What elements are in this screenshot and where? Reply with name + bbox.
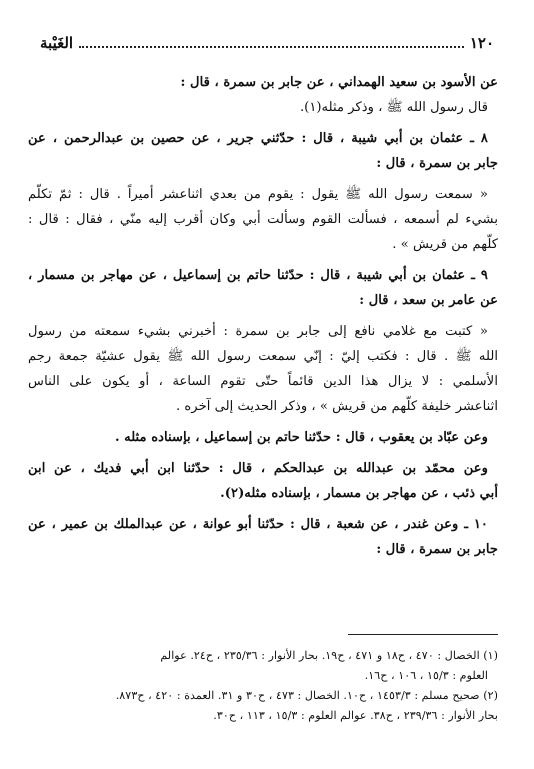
text-line: بشيء لم أسمعه ، فسألت القوم وسألت أبي وكان أقرب إليه منّي ، فقال : قال : bbox=[28, 212, 498, 227]
text-line: قال رسول الله ﷺ ، وذكر مثله(١). bbox=[299, 100, 488, 115]
text-line: الله ﷺ . قال : فكتب إليّ : إنّي سمعت رسول الله ﷺ يقول عشيّة جمعة رجم bbox=[28, 349, 498, 364]
running-header bbox=[40, 34, 494, 52]
text-line: وعن عبّاد بن يعقوب ، قال : حدّثنا حاتم بن إسماعيل ، بإسناده مثله . bbox=[114, 430, 488, 445]
footnote-line: بحار الأنوار : ٢٣٩/٣٦ ، ح٣٨. عوالم العلوم : ١٥/٣ ، ١١٣ ، ح٣٠. bbox=[213, 709, 498, 722]
footnote-line: (١) الخصال : ٤٧٠ ، ح١٨ و ٤٧١ ، ح١٩. بحار الأنوار : ٢٣٥/٣٦ ، ح٢٤. عوالم bbox=[160, 649, 498, 662]
text-line: « كتبت مع غلامي نافع إلى جابر بن سمرة : أخبرني بشيء سمعته من رسول bbox=[28, 324, 488, 339]
text-line: وعن محمّد بن عبدالله بن عبدالحكم ، قال : حدّثنا ابن أبي فديك ، عن ابن bbox=[28, 461, 488, 476]
header-dotted-leader bbox=[79, 46, 464, 48]
footnotes bbox=[22, 646, 498, 726]
text-line: أبي ذئب ، عن مهاجر بن مسمار ، بإسناده مثله(٢). bbox=[220, 486, 498, 501]
text-line: عن الأسود بن سعيد الهمداني ، عن جابر بن سمرة ، قال : bbox=[180, 75, 498, 90]
text-line: عن عامر بن سعد ، قال : bbox=[359, 293, 498, 308]
text-line: ٨ ـ عثمان بن أبي شيبة ، قال : حدّثني جرير ، عن حصين بن عبدالرحمن ، عن bbox=[28, 131, 488, 146]
text-line: ٩ ـ عثمان بن أبي شيبة ، قال : حدّثنا حاتم بن إسماعيل ، عن مهاجر بن مسمار ، bbox=[28, 268, 488, 283]
text-line: الأسلمي : لا يزال هذا الدين قائماً حتّى تقوم الساعة ، أو يكون على الناس bbox=[28, 374, 498, 389]
page-number: ١٢٠ bbox=[469, 34, 494, 52]
main-text bbox=[28, 70, 498, 562]
footnote-separator bbox=[348, 634, 498, 635]
text-line: جابر بن سمرة ، قال : bbox=[376, 542, 498, 557]
chapter-title: الغَيْبة bbox=[40, 34, 74, 52]
text-line: جابر بن سمرة ، قال : bbox=[376, 156, 498, 171]
footnote-line: العلوم : ١٥/٣ ، ١٠٦ ، ح١٦. bbox=[364, 669, 488, 682]
text-line: ١٠ ـ وعن غندر ، عن شعبة ، قال : حدّثنا أبو عوانة ، عن عبدالملك بن عمير ، عن bbox=[28, 517, 488, 532]
text-line: « سمعت رسول الله ﷺ يقول : يقوم من بعدي اثناعشر أميراً . قال : ثمّ تكلّم bbox=[28, 187, 488, 202]
footnote-line: (٢) صحيح مسلم : ١٤٥٣/٣ ، ح١٠. الخصال : ٤٧٣ ، ح٣٠ و ٣١. العمدة : ٤٢٠ ، ح٨٧٣. bbox=[115, 689, 498, 702]
text-line: اثناعشر خليفة كلّهم من قريش » ، وذكر الحديث إلى آخره . bbox=[176, 399, 498, 414]
text-line: كلّهم من قريش » . bbox=[392, 237, 498, 252]
